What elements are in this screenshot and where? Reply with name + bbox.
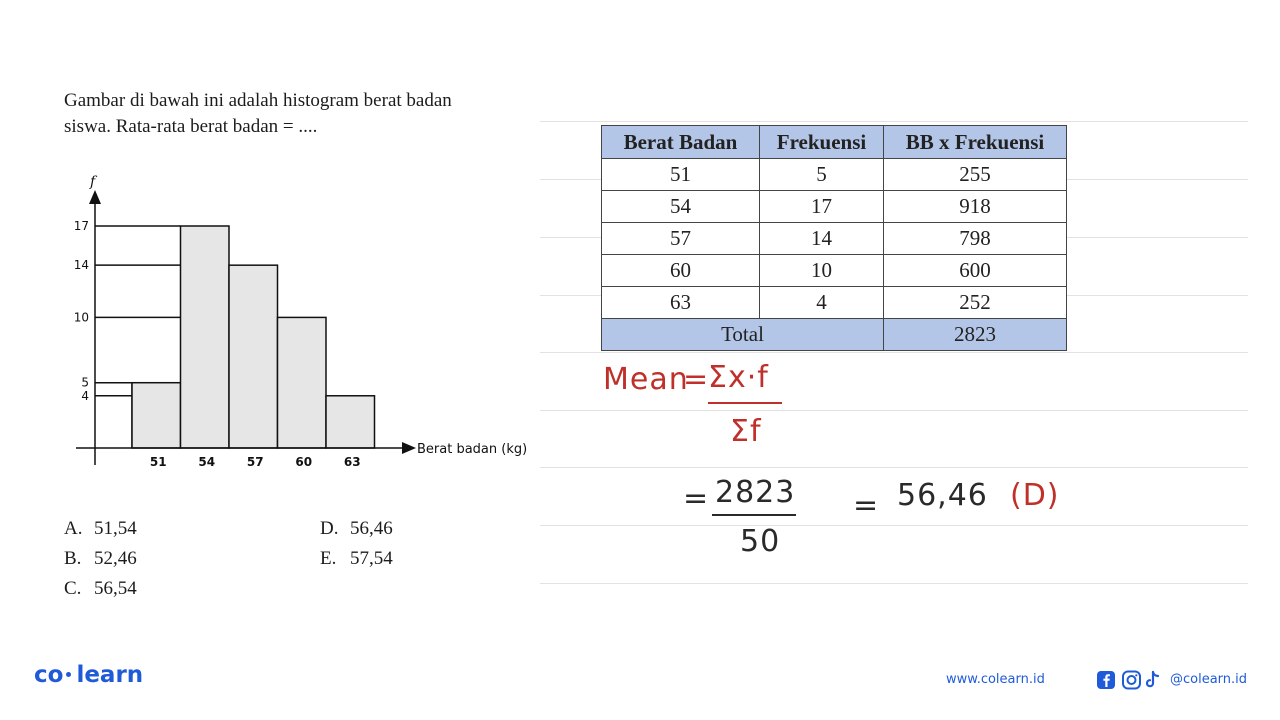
option-b-letter: B. [64, 548, 82, 569]
answer-letter: (D) [1010, 478, 1060, 513]
ruled-line [540, 121, 1248, 122]
ruled-line [540, 583, 1248, 584]
header-bb-x-frekuensi: BB x Frekuensi [884, 126, 1067, 159]
cell-weight: 51 [602, 159, 760, 191]
ruled-line [540, 467, 1248, 468]
cell-frequency: 14 [760, 223, 884, 255]
header-frekuensi: Frekuensi [760, 126, 884, 159]
cell-product: 600 [884, 255, 1067, 287]
logo-part-2: learn [76, 662, 144, 688]
histogram-bar [181, 226, 230, 448]
y-tick-label: 14 [73, 258, 89, 273]
table-row [602, 255, 1067, 287]
question-text [64, 88, 534, 140]
cell-frequency: 4 [760, 287, 884, 319]
result-value: 56,46 [897, 478, 988, 513]
cell-weight: 60 [602, 255, 760, 287]
tiktok-icon[interactable] [1147, 672, 1158, 686]
y-tick-label: 17 [73, 219, 89, 233]
fraction-line-1 [708, 402, 782, 404]
colearn-logo [34, 662, 143, 688]
y-tick-labels [74, 219, 89, 403]
cell-product: 918 [884, 191, 1067, 223]
fraction-line-2 [712, 514, 796, 516]
option-c-letter: C. [64, 578, 82, 599]
option-a [64, 518, 137, 540]
cell-weight: 54 [602, 191, 760, 223]
x-axis-label: Berat badan (kg) [417, 442, 528, 457]
option-e-letter: E. [320, 548, 337, 569]
logo-part-1: co [34, 662, 64, 688]
cell-product: 798 [884, 223, 1067, 255]
x-tick-label: 51 [149, 455, 167, 469]
x-axis-arrow-icon [402, 442, 416, 454]
cell-frequency: 5 [760, 159, 884, 191]
website-link[interactable]: www.colearn.id [946, 672, 1045, 687]
cell-product: 255 [884, 159, 1067, 191]
cell-frequency: 17 [760, 191, 884, 223]
x-tick-label: 57 [246, 455, 264, 469]
option-e-value: 57,54 [350, 548, 393, 569]
table-row [602, 287, 1067, 319]
mean-label: Mean [603, 362, 689, 397]
y-axis-label: f [90, 174, 96, 190]
question-line-2: siswa. Rata-rata berat badan = .... [64, 116, 318, 137]
table-header-row [602, 126, 1067, 159]
y-tick-label: 10 [73, 310, 89, 325]
histogram-bar [278, 317, 327, 448]
histogram-bars [132, 226, 375, 448]
denominator-sum-f: Σf [730, 414, 762, 449]
option-d-value: 56,46 [350, 518, 393, 539]
social-icons [1096, 670, 1162, 690]
x-tick-label: 60 [295, 455, 313, 469]
cell-frequency: 10 [760, 255, 884, 287]
total-value: 2823 [884, 319, 1067, 351]
cell-weight: 63 [602, 287, 760, 319]
cell-product: 252 [884, 287, 1067, 319]
table-row [602, 159, 1067, 191]
option-a-letter: A. [64, 518, 83, 539]
equals-sign-2: = [683, 481, 710, 516]
histogram-bar [132, 383, 181, 448]
numerator-sum-xf: Σx·f [708, 360, 769, 395]
option-c [64, 578, 137, 600]
instagram-icon[interactable] [1123, 672, 1140, 689]
equals-sign-3: = [853, 488, 880, 523]
option-c-value: 56,54 [94, 578, 137, 599]
table-total-row [602, 319, 1067, 351]
x-tick-label: 54 [198, 455, 216, 469]
histogram-chart [60, 160, 540, 490]
histogram-bar [326, 396, 375, 448]
table-row [602, 191, 1067, 223]
x-tick-labels [150, 455, 361, 469]
option-a-value: 51,54 [94, 518, 137, 539]
option-d [320, 518, 393, 540]
y-tick-label: 5 [81, 375, 89, 390]
ruled-line [540, 410, 1248, 411]
option-e [320, 548, 393, 570]
option-b [64, 548, 137, 570]
ruled-line [540, 352, 1248, 353]
question-line-1: Gambar di bawah ini adalah histogram berat badan [64, 90, 452, 111]
header-berat-badan: Berat Badan [602, 126, 760, 159]
histogram-bar [229, 265, 278, 448]
equals-sign-1: = [683, 362, 710, 397]
logo-dot [66, 672, 71, 677]
facebook-icon[interactable] [1097, 671, 1115, 689]
ruled-line [540, 525, 1248, 526]
cell-weight: 57 [602, 223, 760, 255]
y-axis-arrow-icon [89, 190, 101, 204]
social-handle[interactable]: @colearn.id [1170, 672, 1248, 687]
option-d-letter: D. [320, 518, 339, 539]
x-tick-label: 63 [343, 455, 361, 469]
option-b-value: 52,46 [94, 548, 137, 569]
frequency-table [601, 125, 1067, 351]
denominator-50: 50 [740, 524, 781, 559]
numerator-2823: 2823 [715, 475, 796, 510]
table-row [602, 223, 1067, 255]
y-tick-label: 4 [81, 388, 89, 403]
total-label: Total [602, 319, 884, 351]
